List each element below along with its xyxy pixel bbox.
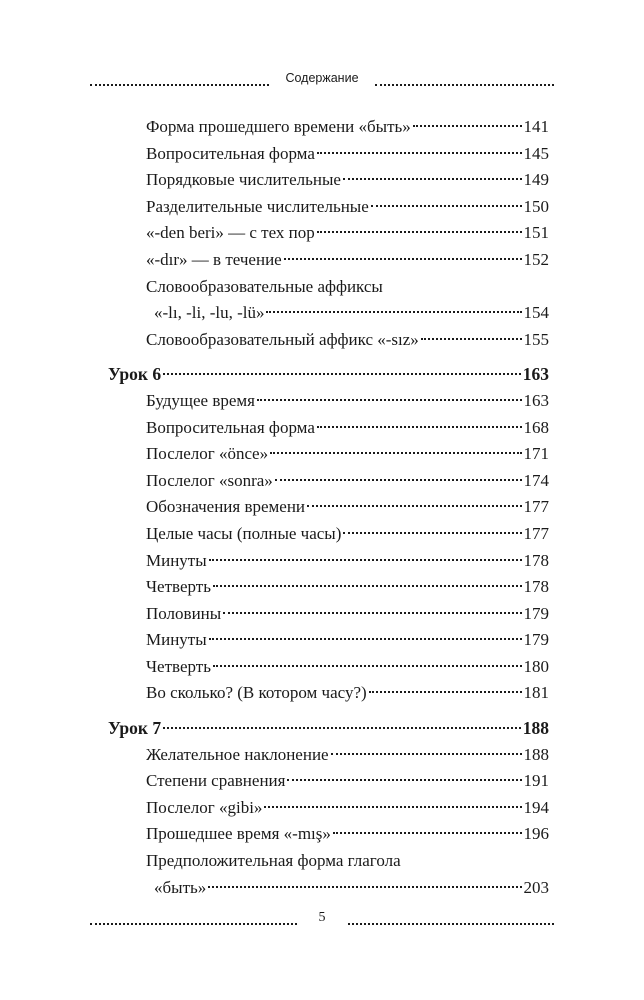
toc-entry-title: Целые часы (полные часы): [146, 523, 342, 543]
toc-entry: [108, 768, 549, 795]
dot-leader: [371, 205, 522, 207]
toc-entry-title: Вопросительная форма: [146, 417, 315, 437]
dot-leader: [343, 532, 521, 534]
dot-leader: [270, 452, 521, 454]
page-number: 5: [318, 910, 326, 925]
toc-entry-title: Послелог «gibi»: [146, 797, 263, 817]
dot-leader: [317, 231, 522, 233]
dot-leader: [287, 779, 521, 781]
dot-leader: [213, 585, 522, 587]
table-of-contents: [108, 114, 549, 901]
dot-leader: [266, 311, 521, 313]
toc-entry: [108, 441, 549, 468]
toc-page-number: 179: [523, 630, 549, 650]
toc-entry: [108, 795, 549, 822]
toc-entry-title: Желательное наклонение: [146, 744, 329, 764]
dot-leader: [163, 727, 521, 729]
dot-leader: [317, 152, 522, 154]
toc-page-number: 174: [523, 470, 549, 490]
toc-page-number: 177: [523, 497, 549, 517]
toc-entry-title: Послелог «önce»: [146, 444, 269, 464]
toc-entry-title: Минуты: [146, 550, 207, 570]
toc-page-number: 149: [523, 170, 549, 190]
toc-entry: [108, 848, 549, 875]
toc-entry-title: Будущее время: [146, 390, 255, 410]
header-leader-left: [90, 70, 269, 86]
toc-entry: [108, 548, 549, 575]
toc-page-number: 178: [523, 577, 549, 597]
header-title: Содержание: [285, 71, 359, 85]
toc-entry-title: Вопросительная форма: [146, 143, 315, 163]
toc-page-number: 151: [523, 223, 549, 243]
toc-page-number: 145: [523, 143, 549, 163]
toc-entry: [108, 627, 549, 654]
toc-entry-title: Минуты: [146, 630, 207, 650]
toc-entry: [108, 468, 549, 495]
dot-leader: [333, 832, 522, 834]
toc-entry-title: Степени сравнения: [146, 771, 286, 791]
toc-entry-title: Четверть: [146, 577, 211, 597]
toc-page-number: 171: [523, 444, 549, 464]
toc-page-number: 196: [523, 824, 549, 844]
toc-entry-title: «-lı, -li, -lu, -lü»: [154, 303, 265, 323]
toc-entry: [108, 601, 549, 628]
toc-page-number: 178: [523, 550, 549, 570]
dot-leader: [257, 399, 522, 401]
toc-entry: [108, 654, 549, 681]
toc-entry-title: Словообразовательный аффикс «-sız»: [146, 329, 419, 349]
toc-entry-title: «быть»: [154, 877, 207, 897]
dot-leader: [213, 665, 522, 667]
toc-page-number: 177: [523, 523, 549, 543]
toc-entry: [108, 300, 549, 327]
toc-entry-title: Форма прошедшего времени «быть»: [146, 117, 411, 136]
toc-entry-title: «-den beri» — с тех пор: [146, 223, 315, 243]
footer-leader-left: [90, 911, 297, 925]
toc-page-number: 155: [523, 329, 549, 349]
dot-leader: [317, 426, 522, 428]
toc-entry: [108, 574, 549, 601]
dot-leader: [307, 505, 521, 507]
toc-entry-title: Послелог «sonra»: [146, 470, 273, 490]
running-header: [90, 66, 554, 90]
toc-entry-title: Половины: [146, 603, 222, 623]
dot-leader: [331, 753, 522, 755]
toc-page-number: 154: [523, 303, 549, 323]
toc-entry: [108, 494, 549, 521]
toc-page-number: 180: [523, 656, 549, 676]
page-footer: [90, 906, 554, 930]
toc-entry: [108, 821, 549, 848]
toc-page-number: 179: [523, 603, 549, 623]
toc-entry-title: Порядковые числительные: [146, 170, 341, 190]
toc-lesson-entry: [108, 361, 549, 388]
toc-page-number: 168: [523, 417, 549, 437]
toc-page-number: 194: [523, 797, 549, 817]
toc-entry-title: Урок 6: [108, 364, 162, 385]
toc-entry: [108, 388, 549, 415]
toc-entry: [108, 194, 549, 221]
header-leader-right: [375, 70, 554, 86]
toc-entry: [108, 680, 549, 707]
toc-page-number: 181: [523, 683, 549, 703]
toc-page-number: 163: [522, 364, 549, 385]
dot-leader: [209, 638, 522, 640]
toc-page-number: 163: [523, 390, 549, 410]
toc-page-number: 152: [523, 249, 549, 269]
toc-page-number: 141: [523, 117, 549, 136]
dot-leader: [208, 886, 521, 888]
toc-entry-title: Во сколько? (В котором часу?): [146, 683, 367, 703]
toc-entry: [108, 327, 549, 354]
toc-entry-title: Прошедшее время «-mış»: [146, 824, 331, 844]
toc-entry-title: Словообразовательные аффиксы: [146, 276, 383, 296]
toc-page-number: 188: [523, 744, 549, 764]
dot-leader: [163, 373, 521, 375]
dot-leader: [284, 258, 522, 260]
toc-entry: [108, 114, 549, 141]
dot-leader: [413, 125, 522, 127]
dot-leader: [421, 338, 522, 340]
toc-entry: [108, 141, 549, 168]
toc-entry-title: Разделительные числительные: [146, 196, 369, 216]
toc-page-number: 188: [522, 718, 549, 739]
toc-entry: [108, 521, 549, 548]
toc-entry: [108, 247, 549, 274]
toc-page-number: 191: [523, 771, 549, 791]
dot-leader: [209, 559, 522, 561]
toc-lesson-entry: [108, 715, 549, 742]
toc-entry: [108, 220, 549, 247]
toc-page-number: 150: [523, 196, 549, 216]
dot-leader: [343, 178, 522, 180]
toc-entry: [108, 274, 549, 301]
dot-leader: [369, 691, 522, 693]
toc-entry: [108, 167, 549, 194]
toc-page-number: 203: [523, 877, 549, 897]
toc-entry-title: Обозначения времени: [146, 497, 306, 517]
toc-entry: [108, 415, 549, 442]
toc-entry-title: Урок 7: [108, 718, 162, 739]
dot-leader: [223, 612, 521, 614]
dot-leader: [264, 806, 521, 808]
toc-entry-title: Предположительная форма глагола: [146, 851, 401, 871]
toc-entry-title: «-dır» — в течение: [146, 249, 282, 269]
toc-entry-title: Четверть: [146, 656, 211, 676]
toc-entry: [108, 742, 549, 769]
footer-leader-right: [348, 911, 555, 925]
dot-leader: [275, 479, 522, 481]
toc-entry: [108, 875, 549, 902]
